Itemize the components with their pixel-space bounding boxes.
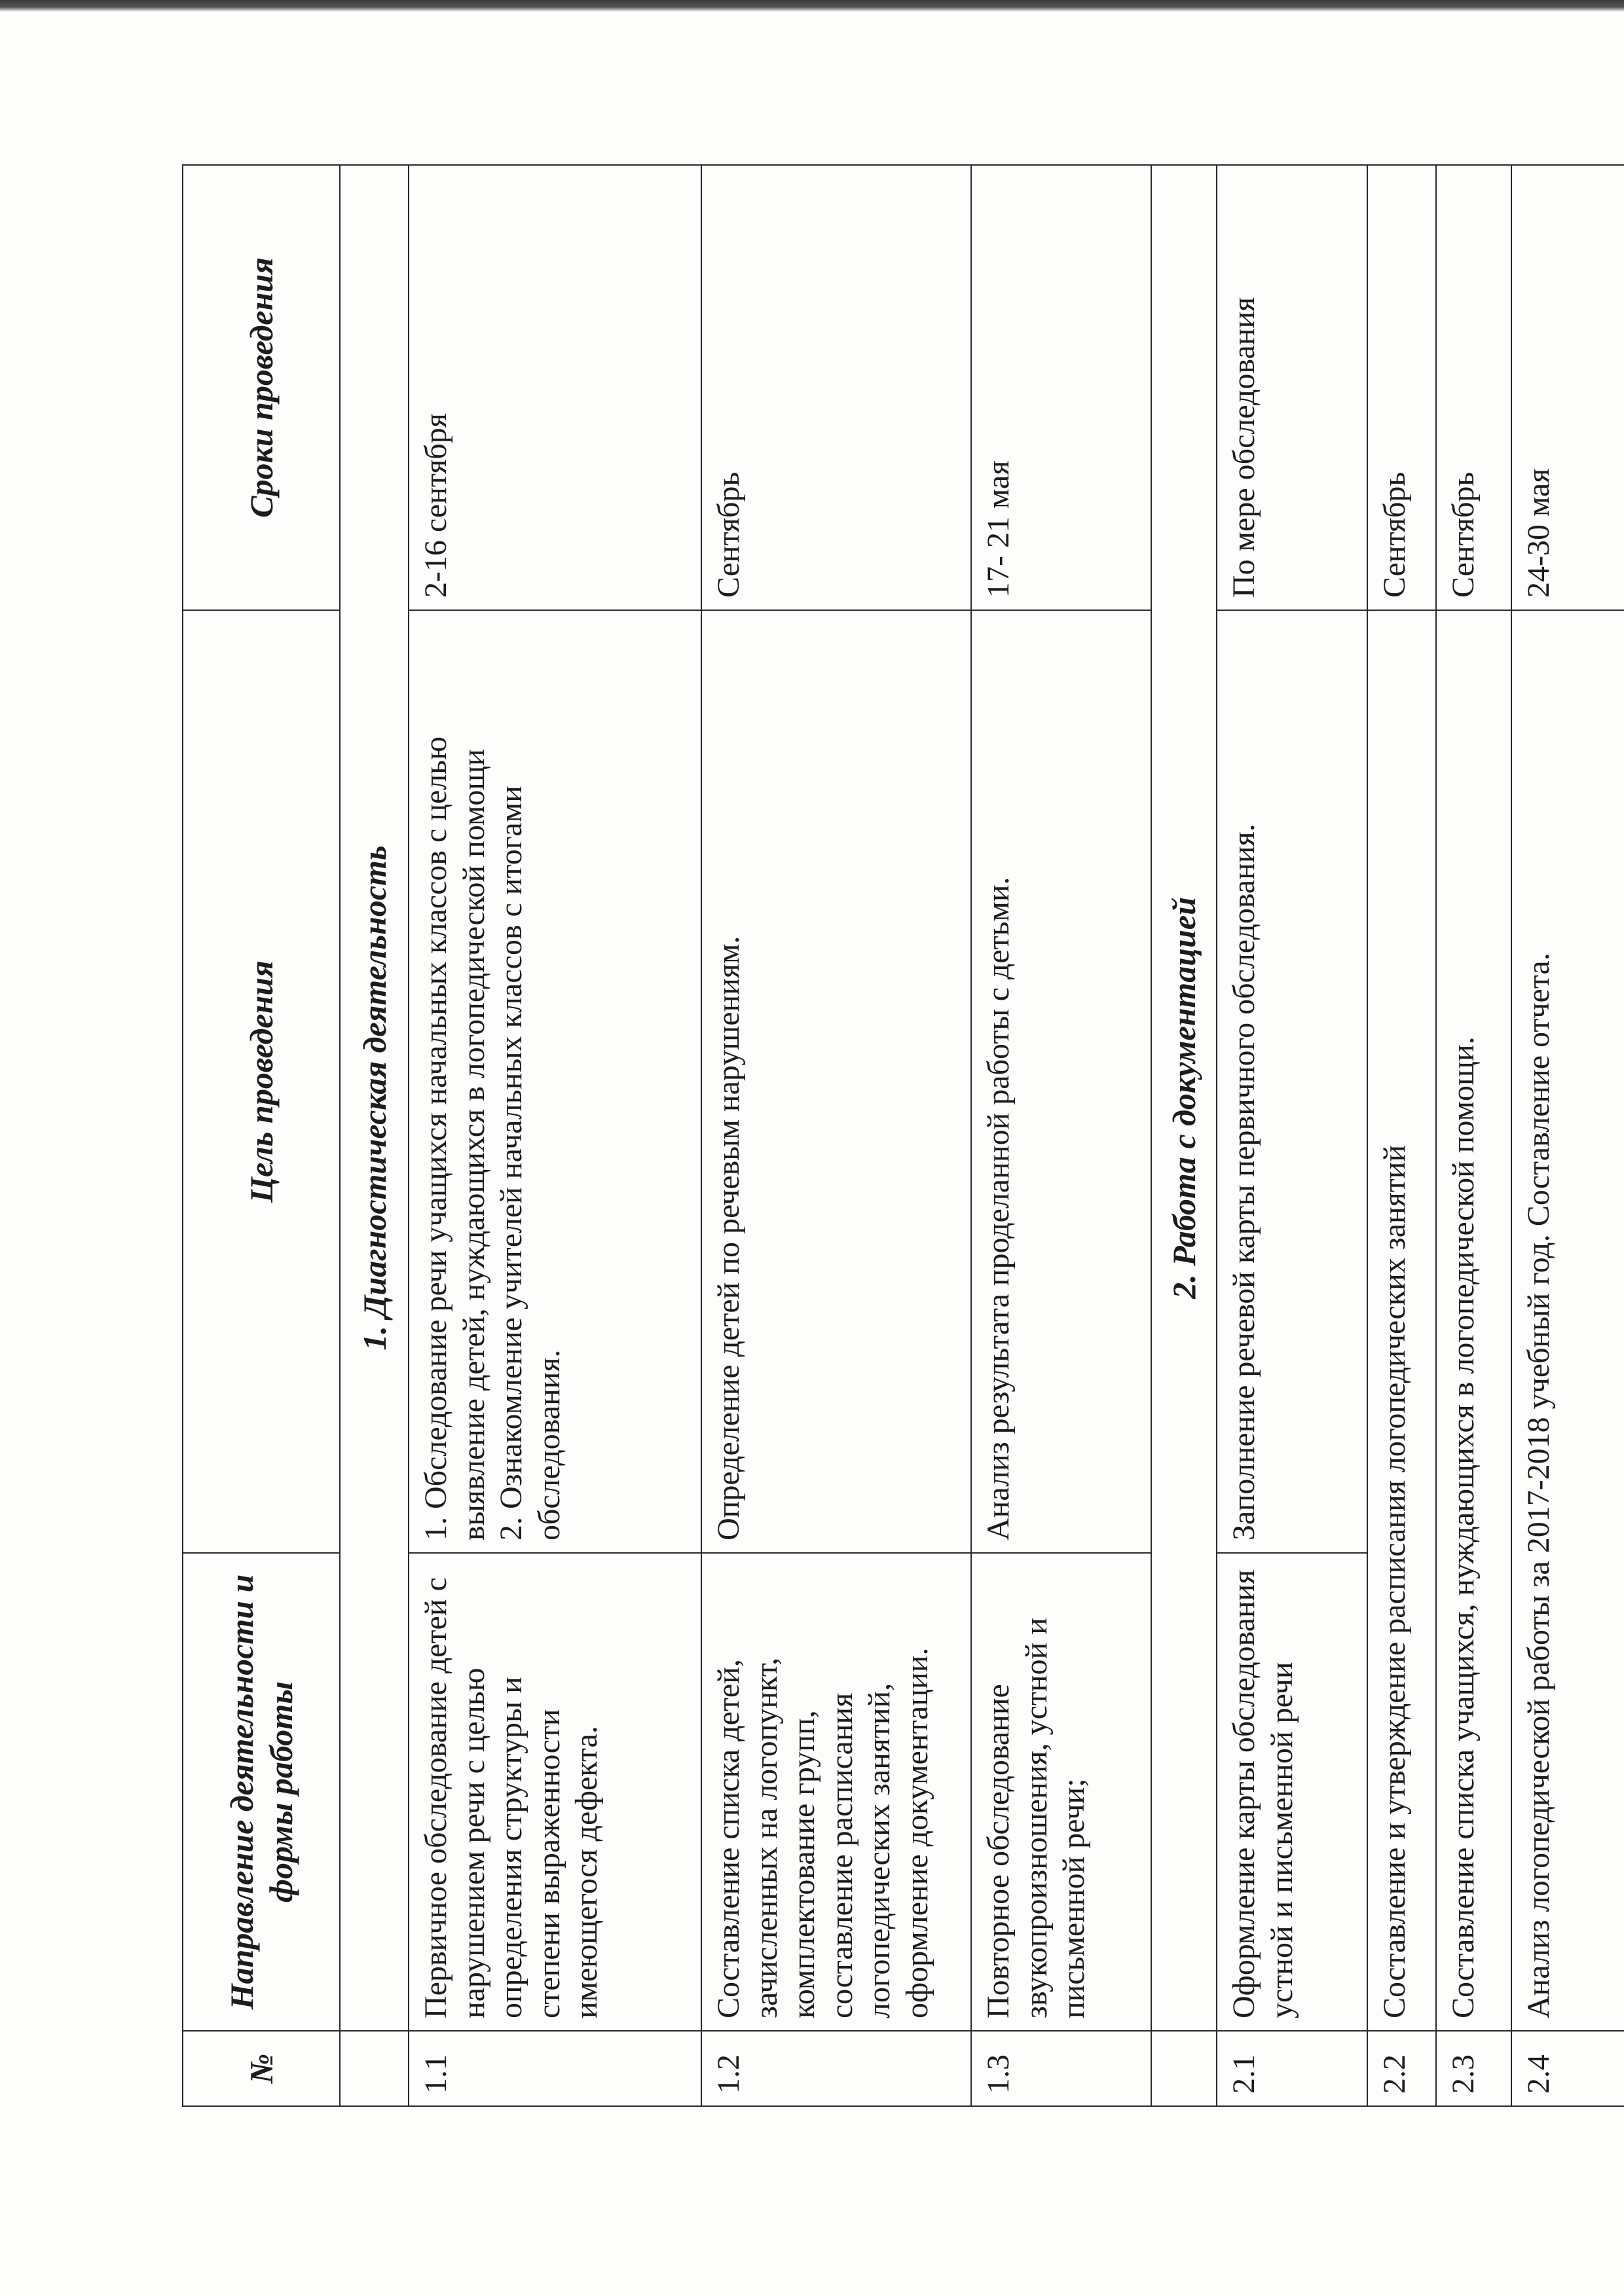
row-direction: Оформление карты обследования устной и письменной речи xyxy=(1217,1553,1367,2031)
row-number: 2.1 xyxy=(1217,2031,1367,2106)
row-number: 2.4 xyxy=(1511,2031,1624,2106)
row-dates: По мере обследования xyxy=(1217,165,1367,610)
row-number: 1.2 xyxy=(701,2031,971,2106)
table-row xyxy=(409,165,701,2106)
goal-line: Анализ результата проделанной работы с детьми. xyxy=(981,877,1016,1540)
rotated-page xyxy=(182,166,1556,2107)
goal-line: 2. Ознакомление учителей начальных классов с итогами обследования. xyxy=(494,786,566,1540)
row-dates: 24-30 мая xyxy=(1511,165,1624,610)
header-direction: Направление деятельности и формы работы xyxy=(183,1553,340,2031)
table-row xyxy=(1217,165,1367,2106)
table-row xyxy=(1436,165,1511,2106)
section-heading xyxy=(340,165,409,2106)
row-dates: Сентябрь xyxy=(701,165,971,610)
row-dates: 17- 21 мая xyxy=(971,165,1151,610)
goal-line: 1. Обследование речи учащихся начальных классов с целью выявление детей, нуждающихся в логопедической помощи xyxy=(418,736,491,1540)
table-row xyxy=(971,165,1151,2106)
row-direction: Составление списка детей, зачисленных на логопункт, комплектование групп, составление расписания логопедических занятий, оформление документации. xyxy=(701,1553,971,2031)
row-goal xyxy=(1217,610,1367,1553)
row-number: 2.3 xyxy=(1436,2031,1511,2106)
section-title: 2. Работа с документацией xyxy=(1151,165,1217,2031)
table-row xyxy=(1367,165,1436,2106)
work-plan-table xyxy=(182,164,1624,2107)
header-row xyxy=(183,165,340,2106)
row-merged-text: Составление и утверждение расписания логопедических занятий xyxy=(1367,610,1436,2031)
goal-line: Заполнение речевой карты первичного обследования. xyxy=(1227,824,1261,1540)
header-num: № xyxy=(183,2031,340,2106)
table-row xyxy=(1511,165,1624,2106)
scan-edge xyxy=(0,0,1624,12)
row-number: 1.3 xyxy=(971,2031,1151,2106)
row-number: 1.1 xyxy=(409,2031,701,2106)
goal-line: Определение детей по речевым нарушениям. xyxy=(711,936,746,1540)
row-dates: Сентябрь xyxy=(1367,165,1436,610)
row-merged-text: Анализ логопедической работы за 2017-2018 учебный год. Составление отчета. xyxy=(1511,610,1624,2031)
table-row xyxy=(701,165,971,2106)
row-merged-text: Составление списка учащихся, нуждающихся в логопедической помощи. xyxy=(1436,610,1511,2031)
header-goal: Цель проведения xyxy=(183,610,340,1553)
section-title: 1. Диагностическая деятельность xyxy=(340,165,409,2031)
header-dates: Сроки проведения xyxy=(183,165,340,610)
row-goal xyxy=(971,610,1151,1553)
section-heading xyxy=(1151,165,1217,2106)
row-direction: Повторное обследование звукопроизношения, устной и письменной речи; xyxy=(971,1553,1151,2031)
row-goal xyxy=(701,610,971,1553)
row-dates: Сентябрь xyxy=(1436,165,1511,610)
row-direction: Первичное обследование детей с нарушением речи с целью определения структуры и степени выраженности имеющегося дефекта. xyxy=(409,1553,701,2031)
row-number: 2.2 xyxy=(1367,2031,1436,2106)
row-dates: 2-16 сентября xyxy=(409,165,701,610)
row-goal xyxy=(409,610,701,1553)
